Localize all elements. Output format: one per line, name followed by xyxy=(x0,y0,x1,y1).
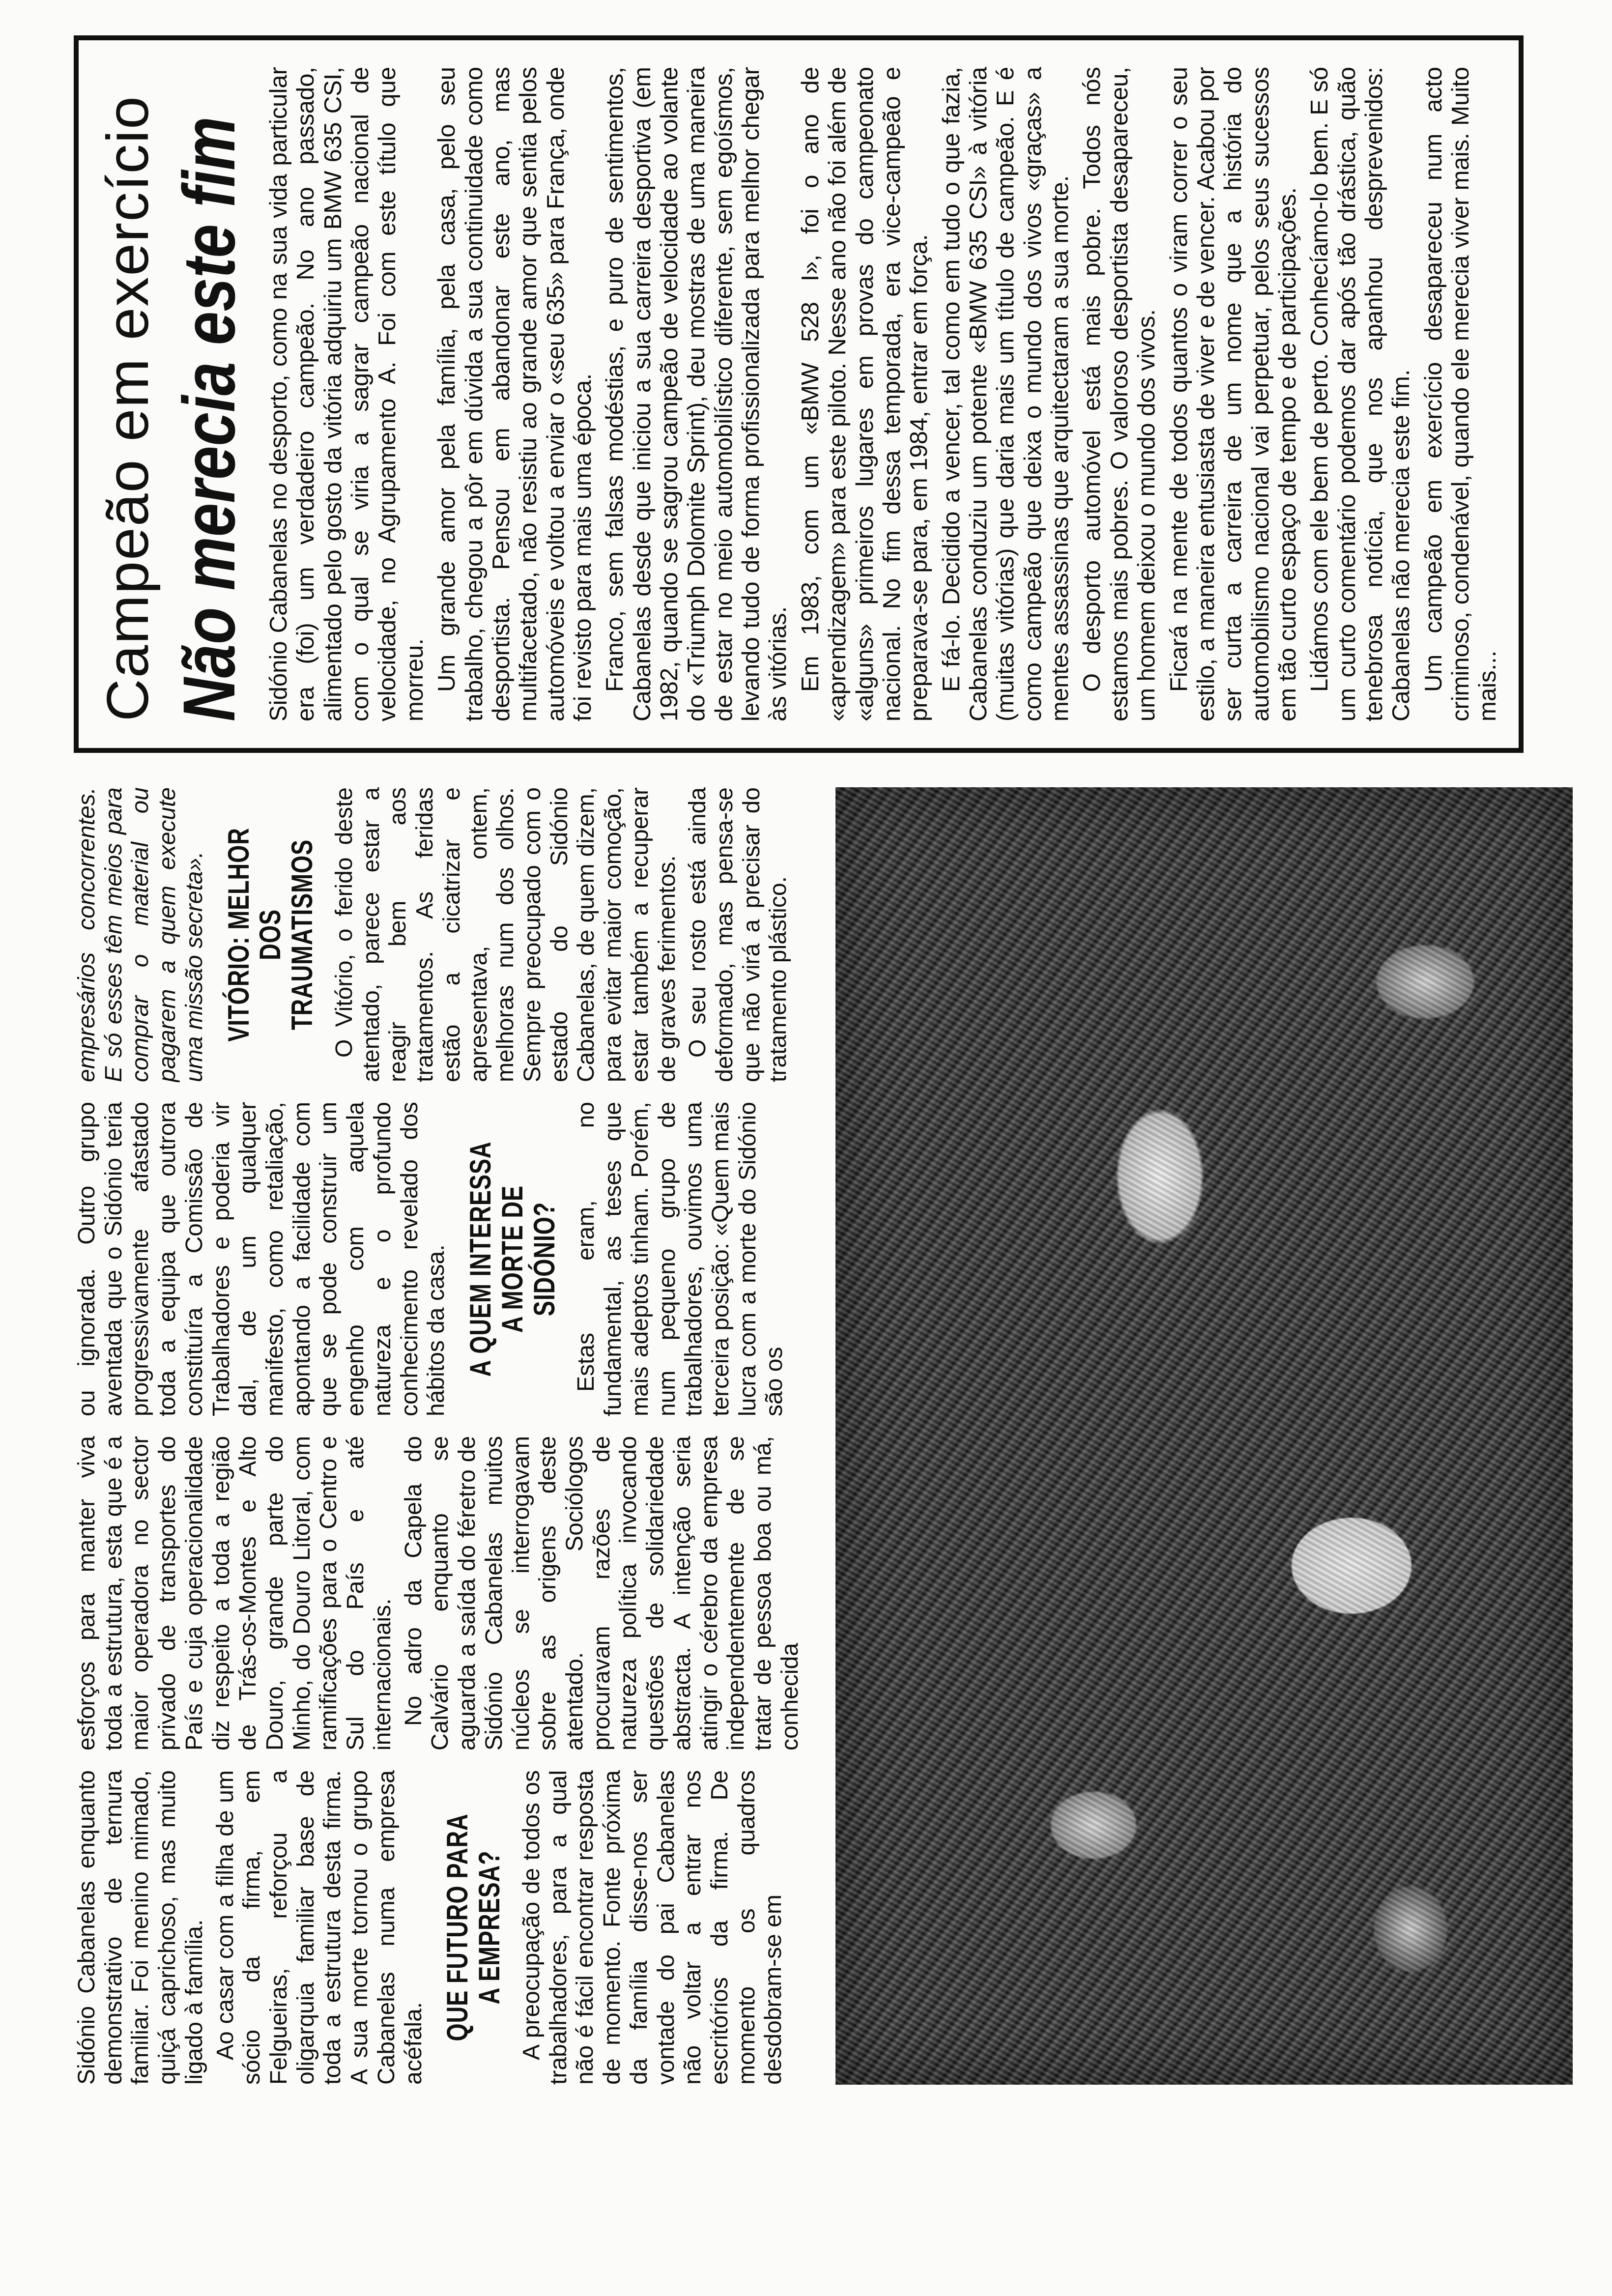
text-column-4 xyxy=(74,787,826,1082)
body-paragraph-quote: empresários concorrentes. E só esses têm meios para comprar o material ou pagarem a quem execute uma missão secreta». xyxy=(74,787,207,1082)
text-column-1 xyxy=(74,1770,826,2085)
subheading-vitorio: VITÓRIO: MELHOR DOS TRAUMATISMOS xyxy=(222,828,319,1042)
body-paragraph: Sidónio Cabanelas enquanto demonstrativo de ternura familiar. Foi menino mimado, quiçá caprichoso, mas muito ligado à família. xyxy=(74,1770,207,2085)
photo-halftone-texture xyxy=(835,787,1573,2085)
subheading-company-future: QUE FUTURO PARA A EMPRESA? xyxy=(441,1813,506,2041)
body-paragraph: esforços para manter viva toda a estrutura, esta que é a maior operadora no sector privado de transportes do País e cuja operacionalidade diz respeito a toda a região de Trás-os-Montes e Alto Douro, grande parte do Minho, do Douro Litoral, com ramificações para o Centro e Sul do País e até internacionais. xyxy=(74,1436,396,1751)
body-paragraph: O seu rosto está ainda deformado, mas pensa-se que não virá a precisar do tratamento plástico. xyxy=(685,787,792,1082)
box-paragraph: E fá-lo. Decidido a vencer, tal como em tudo o que fazia, Cabanelas conduziu um potente «BMW 635 CSI» à vitória (muitas vitórias) que daria mais um título de campeão. E é como campeão que deixa o mundo dos vivos «graças» a mentes assassinas que arquitectaram a sua morte. xyxy=(938,67,1074,721)
boxed-article xyxy=(74,35,1524,753)
box-paragraph: Franco, sem falsas modéstias, e puro de sentimentos, Cabanelas desde que iniciou a sua carreira desportiva (em 1982, quando se sagrou campeão de velocidade ao volante do «Triumph Dolomite Sprint), deu mostras de uma maneira de estar no meio automobilístico diferente, sem egoísmos, levando tudo de forma profissionalizada para melhor chegar às vitórias. xyxy=(602,67,792,721)
box-paragraph: Lidámos com ele bem de perto. Conhecíamo-lo bem. E só um curto comentário podemos dar após tão drástica, quão tenebrosa notícia, que nos apanhou desprevenidos: Cabanelas não merecia este fim. xyxy=(1306,67,1415,721)
body-paragraph: ou ignorada. Outro grupo aventada que o Sidónio teria progressivamente afastado toda a equipa que outrora constituíra a Comissão de Trabalhadores e poderia vir dal, de um qualquer manifesto, como retaliação, apontando a facilidade com que se pode construir um engenho com aquela natureza e o profundo conhecimento revelado dos hábitos da casa. xyxy=(74,1102,450,1416)
box-paragraph: Em 1983, com um «BMW 528 I», foi o ano de «aprendizagem» para este piloto. Nesse ano não foi além de «alguns» primeiros lugares em provas do campeonato nacional. No fim dessa temporada, era vice-campeão e preparava-se para, em 1984, entrar em força. xyxy=(797,67,933,721)
body-paragraph: O Vitório, o ferido deste atentado, parece estar a reagir bem aos tratamentos. As feridas estão a cicatrizar e apresentava, ontem, melhoras num dos olhos. Sempre preocupado com o estado do Sidónio Cabanelas, de quem dizem, para evitar maior comoção, estar também a recuperar de graves ferimentos. xyxy=(331,787,680,1082)
body-paragraph: No adro da Capela do Calvário enquanto se aguarda a saída do féretro de Sidónio Cabanelas muitos núcleos se interrogavam sobre as origens deste atentado. Sociólogos procuravam razões de natureza política invocando questões de solidariedade abstracta. A intenção seria atingir o cérebro da empresa independentemente de se tratar de pessoa boa ou má, conhecida xyxy=(400,1436,803,1751)
subheading-who-benefits: A QUEM INTERESSA A MORTE DE SIDÓNIO? xyxy=(464,1141,561,1377)
box-paragraph: Um campeão em exercício desapareceu num acto criminoso, condenável, quando ele merecia viver mais. Muito mais... xyxy=(1420,67,1501,721)
news-photograph xyxy=(835,787,1573,2085)
body-paragraph: Estas eram, no fundamental, as teses que mais adeptos tinham. Porém, num pequeno grupo de trabalhadores, ouvimos uma terceira posição: «Quem mais lucra com a morte do Sidónio são os xyxy=(573,1102,788,1416)
article-kicker: Campeão em exercício xyxy=(95,95,161,721)
text-column-3 xyxy=(74,1102,826,1416)
body-paragraph: Ao casar com a filha de um sócio da firma, em Felgueiras, reforçou a oligarquia familiar base de toda a estrutura desta firma. A sua morte tornou o grupo Cabanelas numa empresa acéfala. xyxy=(212,1770,427,2085)
box-paragraph: O desporto automóvel está mais pobre. Todos nós estamos mais pobres. O valoroso desportista desapareceu, um homem deixou o mundo dos vivos. xyxy=(1079,67,1160,721)
text-column-2 xyxy=(74,1436,826,1751)
box-paragraph: Um grande amor pela família, pela casa, pelo seu trabalho, chegou a pôr em dúvida a sua continuidade como desportista. Pensou em abandonar este ano, mas multifacetado, não resistiu ao grande amor que sentia pelos automóveis e voltou a enviar o «seu 635» para França, onde foi revisto para mais uma época. xyxy=(433,67,596,721)
box-paragraph: Ficará na mente de todos quantos o viram correr o seu estilo, a maneira entusiasta de viver e de vencer. Acabou por ser curta a carreira de um nome que a história do automobilismo nacional vai perpetuar, pelos seus sucessos em tão curto espaço de tempo e de participações. xyxy=(1165,67,1301,721)
article-headline: Não merecia este fim xyxy=(168,116,250,721)
box-paragraph: Sidónio Cabanelas no desporto, como na sua vida particular era (foi) um verdadeiro campeão. No ano passado, alimentado pelo gosto da vitória adquiriu um BMW 635 CSI, com o qual se viria a sagrar campeão nacional de velocidade, no Agrupamento A. Foi com este título que morreu. xyxy=(265,67,428,721)
body-paragraph: A preocupação de todos os trabalhadores, para a qual não é fácil encontrar resposta de momento. Fonte próxima da família disse-nos ser vontade do pai Cabanelas não voltar a entrar nos escritórios da firma. De momento os quadros desdobram-se em xyxy=(518,1770,787,2085)
